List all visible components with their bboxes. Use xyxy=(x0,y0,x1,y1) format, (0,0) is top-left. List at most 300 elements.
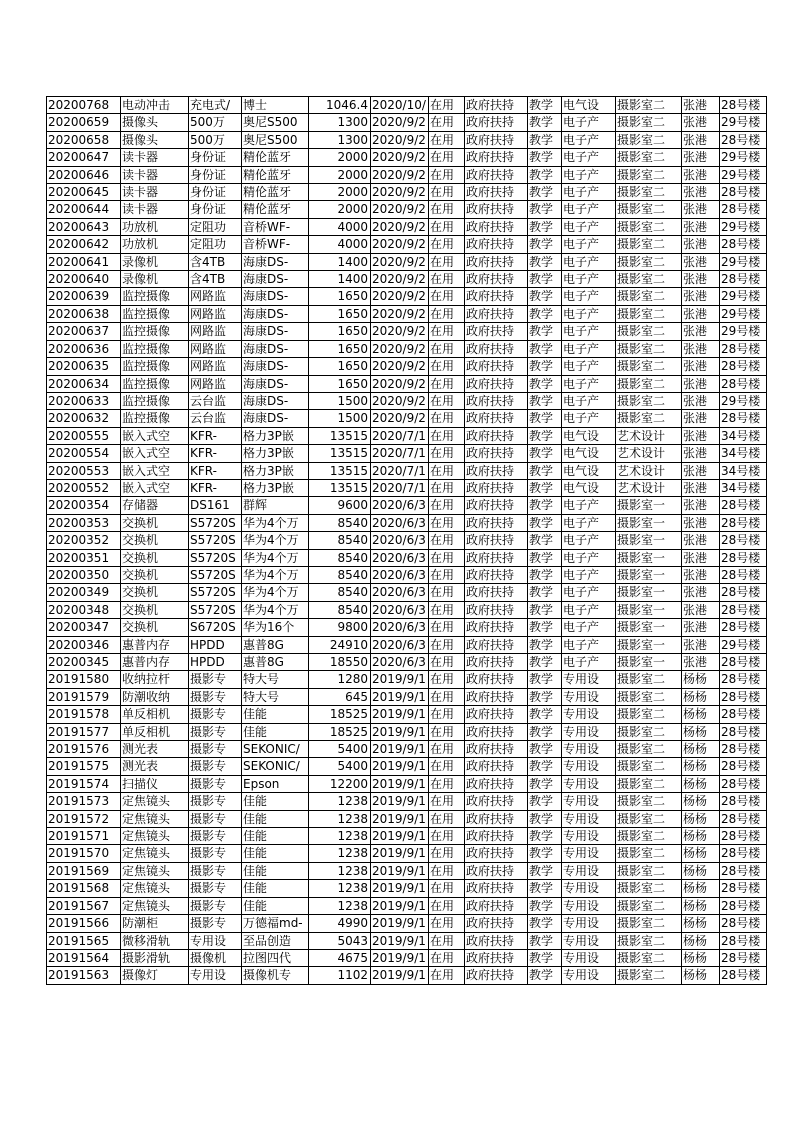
model-cell: 海康DS- xyxy=(242,253,309,270)
category-cell: 专用设 xyxy=(562,723,616,740)
model-cell: 至品创造 xyxy=(242,932,309,949)
status-cell: 在用 xyxy=(429,323,465,340)
date-cell: 2020/9/2 xyxy=(371,305,429,322)
location-cell: 摄影室一 xyxy=(616,497,682,514)
price-cell: 18550 xyxy=(309,654,371,671)
funding-cell: 政府扶持 xyxy=(465,862,528,879)
model-cell: 华为4个万 xyxy=(242,532,309,549)
date-cell: 2020/6/3 xyxy=(371,584,429,601)
model-cell: 佳能 xyxy=(242,828,309,845)
usage-cell: 教学 xyxy=(528,323,562,340)
status-cell: 在用 xyxy=(429,358,465,375)
spec-cell: 定阻功 xyxy=(189,236,242,253)
location-cell: 摄影室二 xyxy=(616,201,682,218)
location-cell: 摄影室一 xyxy=(616,566,682,583)
category-cell: 电子产 xyxy=(562,619,616,636)
keeper-cell: 杨杨 xyxy=(682,688,720,705)
asset-name-cell: 微移滑轨 xyxy=(121,932,189,949)
price-cell: 645 xyxy=(309,688,371,705)
spec-cell: 网路监 xyxy=(189,340,242,357)
funding-cell: 政府扶持 xyxy=(465,375,528,392)
table-row xyxy=(47,271,767,288)
status-cell: 在用 xyxy=(429,514,465,531)
category-cell: 电子产 xyxy=(562,149,616,166)
usage-cell: 教学 xyxy=(528,288,562,305)
table-row xyxy=(47,445,767,462)
funding-cell: 政府扶持 xyxy=(465,967,528,984)
price-cell: 8540 xyxy=(309,532,371,549)
usage-cell: 教学 xyxy=(528,636,562,653)
status-cell: 在用 xyxy=(429,340,465,357)
funding-cell: 政府扶持 xyxy=(465,741,528,758)
building-cell: 28号楼 xyxy=(720,741,767,758)
location-cell: 摄影室二 xyxy=(616,845,682,862)
status-cell: 在用 xyxy=(429,810,465,827)
spec-cell: 摄影专 xyxy=(189,828,242,845)
status-cell: 在用 xyxy=(429,636,465,653)
usage-cell: 教学 xyxy=(528,932,562,949)
location-cell: 摄影室二 xyxy=(616,410,682,427)
spec-cell: 摄像机 xyxy=(189,949,242,966)
price-cell: 1238 xyxy=(309,810,371,827)
asset-name-cell: 监控摄像 xyxy=(121,375,189,392)
model-cell: 摄像机专 xyxy=(242,967,309,984)
building-cell: 28号楼 xyxy=(720,549,767,566)
price-cell: 4990 xyxy=(309,915,371,932)
location-cell: 摄影室二 xyxy=(616,305,682,322)
building-cell: 29号楼 xyxy=(720,114,767,131)
table-row xyxy=(47,323,767,340)
model-cell: 万德福md- xyxy=(242,915,309,932)
date-cell: 2019/9/1 xyxy=(371,706,429,723)
keeper-cell: 张港 xyxy=(682,462,720,479)
spec-cell: S5720S xyxy=(189,514,242,531)
asset-name-cell: 定焦镜头 xyxy=(121,862,189,879)
funding-cell: 政府扶持 xyxy=(465,775,528,792)
model-cell: 音桥WF- xyxy=(242,218,309,235)
usage-cell: 教学 xyxy=(528,723,562,740)
table-row xyxy=(47,201,767,218)
table-row xyxy=(47,253,767,270)
table-row xyxy=(47,967,767,984)
asset-name-cell: 监控摄像 xyxy=(121,392,189,409)
category-cell: 电子产 xyxy=(562,358,616,375)
date-cell: 2019/9/1 xyxy=(371,741,429,758)
model-cell: 格力3P嵌 xyxy=(242,479,309,496)
price-cell: 1650 xyxy=(309,358,371,375)
building-cell: 28号楼 xyxy=(720,497,767,514)
asset-name-cell: 定焦镜头 xyxy=(121,828,189,845)
date-cell: 2020/9/2 xyxy=(371,392,429,409)
building-cell: 28号楼 xyxy=(720,915,767,932)
category-cell: 电子产 xyxy=(562,392,616,409)
funding-cell: 政府扶持 xyxy=(465,915,528,932)
model-cell: 精伦蓝牙 xyxy=(242,149,309,166)
date-cell: 2020/6/3 xyxy=(371,514,429,531)
category-cell: 专用设 xyxy=(562,810,616,827)
location-cell: 摄影室二 xyxy=(616,880,682,897)
asset-id-cell: 20191567 xyxy=(47,897,121,914)
funding-cell: 政府扶持 xyxy=(465,253,528,270)
model-cell: 华为4个万 xyxy=(242,549,309,566)
location-cell: 摄影室一 xyxy=(616,619,682,636)
price-cell: 1650 xyxy=(309,340,371,357)
asset-name-cell: 功放机 xyxy=(121,218,189,235)
status-cell: 在用 xyxy=(429,654,465,671)
funding-cell: 政府扶持 xyxy=(465,131,528,148)
spec-cell: 身份证 xyxy=(189,184,242,201)
date-cell: 2020/6/3 xyxy=(371,654,429,671)
date-cell: 2019/9/1 xyxy=(371,775,429,792)
date-cell: 2020/9/2 xyxy=(371,271,429,288)
model-cell: 海康DS- xyxy=(242,323,309,340)
table-row xyxy=(47,897,767,914)
status-cell: 在用 xyxy=(429,149,465,166)
category-cell: 电子产 xyxy=(562,584,616,601)
category-cell: 专用设 xyxy=(562,967,616,984)
building-cell: 28号楼 xyxy=(720,619,767,636)
status-cell: 在用 xyxy=(429,410,465,427)
building-cell: 28号楼 xyxy=(720,514,767,531)
usage-cell: 教学 xyxy=(528,166,562,183)
date-cell: 2020/9/2 xyxy=(371,114,429,131)
building-cell: 29号楼 xyxy=(720,149,767,166)
asset-id-cell: 20200353 xyxy=(47,514,121,531)
keeper-cell: 杨杨 xyxy=(682,723,720,740)
spec-cell: 含4TB xyxy=(189,271,242,288)
status-cell: 在用 xyxy=(429,723,465,740)
asset-name-cell: 交换机 xyxy=(121,584,189,601)
usage-cell: 教学 xyxy=(528,897,562,914)
category-cell: 电子产 xyxy=(562,654,616,671)
model-cell: 海康DS- xyxy=(242,271,309,288)
spec-cell: S5720S xyxy=(189,601,242,618)
keeper-cell: 张港 xyxy=(682,584,720,601)
category-cell: 电子产 xyxy=(562,566,616,583)
model-cell: 佳能 xyxy=(242,793,309,810)
category-cell: 电气设 xyxy=(562,479,616,496)
asset-id-cell: 20200636 xyxy=(47,340,121,357)
price-cell: 1300 xyxy=(309,114,371,131)
price-cell: 18525 xyxy=(309,723,371,740)
date-cell: 2020/6/3 xyxy=(371,601,429,618)
price-cell: 1238 xyxy=(309,862,371,879)
building-cell: 28号楼 xyxy=(720,949,767,966)
category-cell: 专用设 xyxy=(562,897,616,914)
date-cell: 2020/9/2 xyxy=(371,236,429,253)
spec-cell: 云台监 xyxy=(189,410,242,427)
usage-cell: 教学 xyxy=(528,828,562,845)
spec-cell: 摄影专 xyxy=(189,915,242,932)
category-cell: 专用设 xyxy=(562,932,616,949)
date-cell: 2020/7/1 xyxy=(371,445,429,462)
price-cell: 1102 xyxy=(309,967,371,984)
date-cell: 2020/6/3 xyxy=(371,549,429,566)
funding-cell: 政府扶持 xyxy=(465,114,528,131)
building-cell: 29号楼 xyxy=(720,166,767,183)
funding-cell: 政府扶持 xyxy=(465,514,528,531)
keeper-cell: 张港 xyxy=(682,305,720,322)
asset-name-cell: 定焦镜头 xyxy=(121,793,189,810)
date-cell: 2020/6/3 xyxy=(371,532,429,549)
price-cell: 8540 xyxy=(309,549,371,566)
building-cell: 34号楼 xyxy=(720,462,767,479)
table-row xyxy=(47,375,767,392)
status-cell: 在用 xyxy=(429,479,465,496)
location-cell: 摄影室二 xyxy=(616,758,682,775)
location-cell: 艺术设计 xyxy=(616,462,682,479)
price-cell: 8540 xyxy=(309,566,371,583)
location-cell: 艺术设计 xyxy=(616,445,682,462)
table-row xyxy=(47,514,767,531)
category-cell: 电子产 xyxy=(562,636,616,653)
category-cell: 电子产 xyxy=(562,166,616,183)
funding-cell: 政府扶持 xyxy=(465,549,528,566)
date-cell: 2020/6/3 xyxy=(371,566,429,583)
category-cell: 专用设 xyxy=(562,758,616,775)
status-cell: 在用 xyxy=(429,427,465,444)
spec-cell: 摄影专 xyxy=(189,845,242,862)
usage-cell: 教学 xyxy=(528,706,562,723)
building-cell: 28号楼 xyxy=(720,566,767,583)
spec-cell: KFR- xyxy=(189,479,242,496)
table-row xyxy=(47,828,767,845)
asset-name-cell: 定焦镜头 xyxy=(121,880,189,897)
location-cell: 艺术设计 xyxy=(616,479,682,496)
usage-cell: 教学 xyxy=(528,654,562,671)
status-cell: 在用 xyxy=(429,758,465,775)
funding-cell: 政府扶持 xyxy=(465,149,528,166)
keeper-cell: 杨杨 xyxy=(682,932,720,949)
location-cell: 摄影室二 xyxy=(616,271,682,288)
category-cell: 专用设 xyxy=(562,671,616,688)
asset-name-cell: 交换机 xyxy=(121,532,189,549)
date-cell: 2020/9/2 xyxy=(371,358,429,375)
asset-id-cell: 20200644 xyxy=(47,201,121,218)
status-cell: 在用 xyxy=(429,967,465,984)
asset-id-cell: 20200647 xyxy=(47,149,121,166)
status-cell: 在用 xyxy=(429,566,465,583)
price-cell: 5400 xyxy=(309,758,371,775)
category-cell: 电气设 xyxy=(562,97,616,114)
funding-cell: 政府扶持 xyxy=(465,671,528,688)
table-row xyxy=(47,601,767,618)
usage-cell: 教学 xyxy=(528,741,562,758)
location-cell: 艺术设计 xyxy=(616,427,682,444)
table-row xyxy=(47,949,767,966)
category-cell: 电子产 xyxy=(562,218,616,235)
date-cell: 2019/9/1 xyxy=(371,845,429,862)
status-cell: 在用 xyxy=(429,392,465,409)
price-cell: 18525 xyxy=(309,706,371,723)
keeper-cell: 张港 xyxy=(682,654,720,671)
spec-cell: 网路监 xyxy=(189,305,242,322)
asset-name-cell: 监控摄像 xyxy=(121,358,189,375)
location-cell: 摄影室一 xyxy=(616,514,682,531)
model-cell: 佳能 xyxy=(242,897,309,914)
location-cell: 摄影室二 xyxy=(616,149,682,166)
status-cell: 在用 xyxy=(429,671,465,688)
model-cell: 华为4个万 xyxy=(242,601,309,618)
table-row xyxy=(47,793,767,810)
table-row xyxy=(47,532,767,549)
asset-id-cell: 20200640 xyxy=(47,271,121,288)
asset-id-cell: 20200638 xyxy=(47,305,121,322)
asset-name-cell: 监控摄像 xyxy=(121,410,189,427)
price-cell: 1400 xyxy=(309,253,371,270)
spec-cell: 身份证 xyxy=(189,166,242,183)
location-cell: 摄影室二 xyxy=(616,375,682,392)
usage-cell: 教学 xyxy=(528,845,562,862)
keeper-cell: 杨杨 xyxy=(682,845,720,862)
status-cell: 在用 xyxy=(429,793,465,810)
status-cell: 在用 xyxy=(429,862,465,879)
model-cell: 群辉 xyxy=(242,497,309,514)
spec-cell: 身份证 xyxy=(189,149,242,166)
building-cell: 28号楼 xyxy=(720,584,767,601)
table-row xyxy=(47,862,767,879)
model-cell: 精伦蓝牙 xyxy=(242,201,309,218)
location-cell: 摄影室二 xyxy=(616,793,682,810)
asset-id-cell: 20200645 xyxy=(47,184,121,201)
model-cell: 海康DS- xyxy=(242,358,309,375)
location-cell: 摄影室一 xyxy=(616,654,682,671)
funding-cell: 政府扶持 xyxy=(465,949,528,966)
table-row xyxy=(47,845,767,862)
model-cell: 佳能 xyxy=(242,723,309,740)
price-cell: 1238 xyxy=(309,845,371,862)
model-cell: 海康DS- xyxy=(242,410,309,427)
funding-cell: 政府扶持 xyxy=(465,497,528,514)
keeper-cell: 杨杨 xyxy=(682,949,720,966)
asset-name-cell: 交换机 xyxy=(121,566,189,583)
table-row xyxy=(47,654,767,671)
date-cell: 2019/9/1 xyxy=(371,688,429,705)
usage-cell: 教学 xyxy=(528,358,562,375)
location-cell: 摄影室二 xyxy=(616,741,682,758)
keeper-cell: 张港 xyxy=(682,532,720,549)
keeper-cell: 杨杨 xyxy=(682,915,720,932)
status-cell: 在用 xyxy=(429,114,465,131)
usage-cell: 教学 xyxy=(528,584,562,601)
location-cell: 摄影室二 xyxy=(616,236,682,253)
category-cell: 电子产 xyxy=(562,184,616,201)
location-cell: 摄影室二 xyxy=(616,166,682,183)
asset-name-cell: 读卡器 xyxy=(121,184,189,201)
model-cell: 佳能 xyxy=(242,706,309,723)
category-cell: 电气设 xyxy=(562,445,616,462)
date-cell: 2020/9/2 xyxy=(371,166,429,183)
keeper-cell: 杨杨 xyxy=(682,793,720,810)
asset-name-cell: 嵌入式空 xyxy=(121,427,189,444)
building-cell: 28号楼 xyxy=(720,375,767,392)
asset-id-cell: 20191578 xyxy=(47,706,121,723)
price-cell: 13515 xyxy=(309,445,371,462)
asset-id-cell: 20200345 xyxy=(47,654,121,671)
keeper-cell: 张港 xyxy=(682,410,720,427)
keeper-cell: 杨杨 xyxy=(682,828,720,845)
asset-name-cell: 测光表 xyxy=(121,741,189,758)
usage-cell: 教学 xyxy=(528,201,562,218)
date-cell: 2020/7/1 xyxy=(371,427,429,444)
price-cell: 1238 xyxy=(309,793,371,810)
date-cell: 2019/9/1 xyxy=(371,880,429,897)
price-cell: 12200 xyxy=(309,775,371,792)
spec-cell: 含4TB xyxy=(189,253,242,270)
status-cell: 在用 xyxy=(429,184,465,201)
price-cell: 1300 xyxy=(309,131,371,148)
building-cell: 28号楼 xyxy=(720,793,767,810)
asset-name-cell: 存储器 xyxy=(121,497,189,514)
location-cell: 摄影室二 xyxy=(616,723,682,740)
model-cell: 华为4个万 xyxy=(242,514,309,531)
status-cell: 在用 xyxy=(429,584,465,601)
spec-cell: 500万 xyxy=(189,131,242,148)
date-cell: 2020/6/3 xyxy=(371,497,429,514)
model-cell: 华为16个 xyxy=(242,619,309,636)
asset-id-cell: 20200351 xyxy=(47,549,121,566)
funding-cell: 政府扶持 xyxy=(465,288,528,305)
usage-cell: 教学 xyxy=(528,758,562,775)
category-cell: 电子产 xyxy=(562,201,616,218)
spec-cell: 网路监 xyxy=(189,288,242,305)
date-cell: 2020/9/2 xyxy=(371,218,429,235)
status-cell: 在用 xyxy=(429,880,465,897)
usage-cell: 教学 xyxy=(528,479,562,496)
status-cell: 在用 xyxy=(429,218,465,235)
asset-id-cell: 20191571 xyxy=(47,828,121,845)
asset-id-cell: 20200643 xyxy=(47,218,121,235)
building-cell: 28号楼 xyxy=(720,828,767,845)
date-cell: 2020/9/2 xyxy=(371,410,429,427)
status-cell: 在用 xyxy=(429,775,465,792)
spec-cell: 网路监 xyxy=(189,375,242,392)
usage-cell: 教学 xyxy=(528,410,562,427)
status-cell: 在用 xyxy=(429,445,465,462)
price-cell: 8540 xyxy=(309,584,371,601)
price-cell: 4675 xyxy=(309,949,371,966)
funding-cell: 政府扶持 xyxy=(465,323,528,340)
asset-table xyxy=(46,96,767,985)
price-cell: 1280 xyxy=(309,671,371,688)
funding-cell: 政府扶持 xyxy=(465,688,528,705)
asset-name-cell: 读卡器 xyxy=(121,201,189,218)
model-cell: 特大号 xyxy=(242,688,309,705)
model-cell: 博士 xyxy=(242,97,309,114)
model-cell: SEKONIC/ xyxy=(242,741,309,758)
usage-cell: 教学 xyxy=(528,305,562,322)
usage-cell: 教学 xyxy=(528,810,562,827)
building-cell: 28号楼 xyxy=(720,236,767,253)
model-cell: 佳能 xyxy=(242,880,309,897)
building-cell: 28号楼 xyxy=(720,410,767,427)
table-row xyxy=(47,706,767,723)
asset-name-cell: 定焦镜头 xyxy=(121,897,189,914)
spec-cell: 身份证 xyxy=(189,201,242,218)
funding-cell: 政府扶持 xyxy=(465,462,528,479)
status-cell: 在用 xyxy=(429,305,465,322)
spec-cell: 500万 xyxy=(189,114,242,131)
spec-cell: S5720S xyxy=(189,532,242,549)
keeper-cell: 杨杨 xyxy=(682,775,720,792)
location-cell: 摄影室二 xyxy=(616,671,682,688)
location-cell: 摄影室二 xyxy=(616,862,682,879)
keeper-cell: 张港 xyxy=(682,201,720,218)
asset-id-cell: 20200346 xyxy=(47,636,121,653)
building-cell: 34号楼 xyxy=(720,479,767,496)
building-cell: 28号楼 xyxy=(720,532,767,549)
table-row xyxy=(47,340,767,357)
